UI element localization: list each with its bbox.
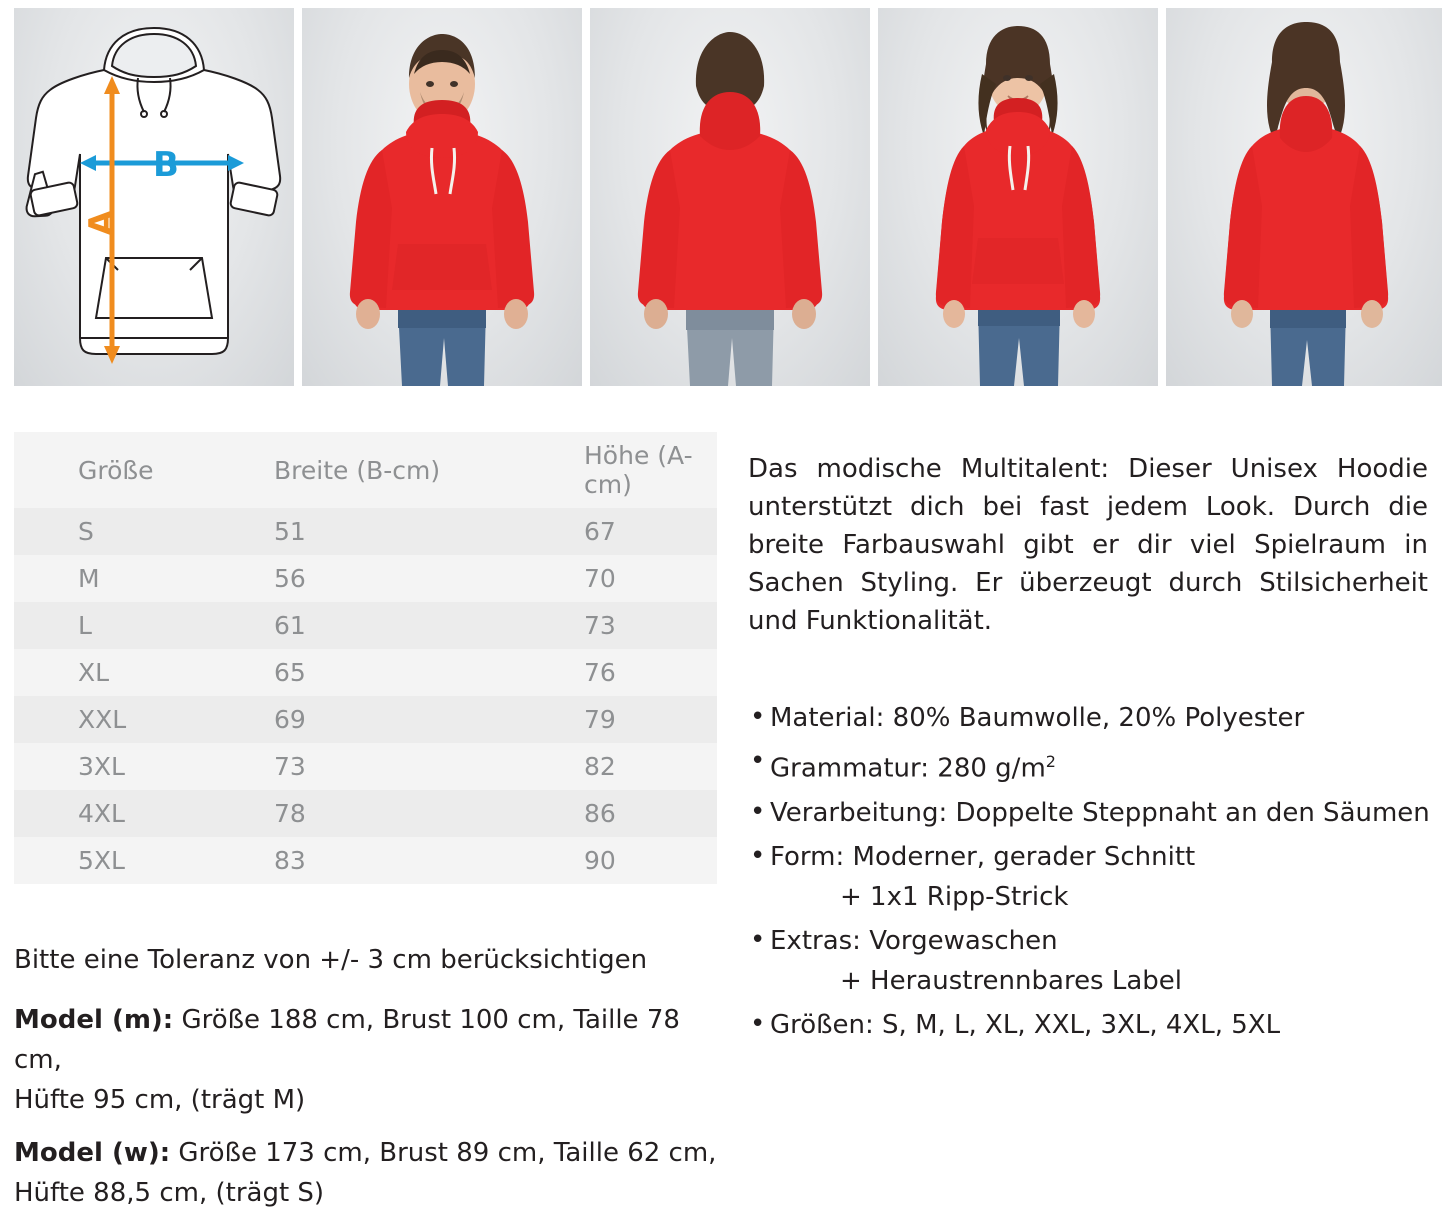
cell-width: 73 xyxy=(274,752,306,781)
cell-width: 69 xyxy=(274,705,306,734)
model-male-info xyxy=(14,1000,724,1120)
spec-form-sub: + 1x1 Ripp-Strick xyxy=(840,881,1069,912)
female-model-front xyxy=(878,8,1158,386)
spec-extras-sub: + Heraustrennbares Label xyxy=(840,965,1183,996)
column-header-width: Breite (B-cm) xyxy=(274,455,441,485)
table-row xyxy=(14,743,717,790)
cell-height: 70 xyxy=(584,564,616,593)
size-table-head xyxy=(14,432,717,508)
cell-width: 61 xyxy=(274,611,306,640)
model-female-label: Model (w): xyxy=(14,1138,171,1168)
column-header-height: Höhe (A-cm) xyxy=(584,441,693,499)
male-front-illustration xyxy=(302,8,582,386)
cell-size: XL xyxy=(78,658,110,687)
table-row xyxy=(14,649,717,696)
cell-size: 3XL xyxy=(78,752,125,781)
cell-width: 78 xyxy=(274,799,306,828)
model-female-info xyxy=(14,1133,724,1213)
female-front-illustration xyxy=(878,8,1158,386)
size-table xyxy=(14,432,717,884)
cell-height: 82 xyxy=(584,752,616,781)
female-model-back xyxy=(1166,8,1442,386)
table-row xyxy=(14,837,717,884)
table-header-row xyxy=(14,432,717,508)
cell-width: 56 xyxy=(274,564,306,593)
cell-height: 76 xyxy=(584,658,616,687)
table-row xyxy=(14,696,717,743)
cell-height: 86 xyxy=(584,799,616,828)
table-row xyxy=(14,555,717,602)
spec-construction-text: Verarbeitung: Doppelte Steppnaht an den Säumen xyxy=(770,797,1430,828)
column-header-size: Größe xyxy=(78,455,154,485)
model-male-text-2: Hüfte 95 cm, (trägt M) xyxy=(14,1085,306,1115)
product-image-strip xyxy=(14,8,1428,386)
cell-size: M xyxy=(78,564,100,593)
spec-sizes xyxy=(748,1005,1438,1045)
table-row xyxy=(14,508,717,555)
cell-height: 67 xyxy=(584,517,616,546)
model-male-text-1: Größe 188 cm, Brust 100 cm, Taille 78 cm, xyxy=(14,1005,680,1075)
spec-material-text: Material: 80% Baumwolle, 20% Polyester xyxy=(770,703,1305,733)
cell-size: 5XL xyxy=(78,846,125,875)
tolerance-note: Bitte eine Toleranz von +/- 3 cm berücksichtigen xyxy=(14,945,648,975)
product-spec-list xyxy=(748,698,1438,1049)
cell-width: 51 xyxy=(274,517,306,546)
hoodie-outline-svg xyxy=(14,8,294,386)
spec-material xyxy=(748,698,1438,738)
model-male-label: Model (m): xyxy=(14,1005,174,1035)
spec-sizes-text: Größen: S, M, L, XL, XXL, 3XL, 4XL, 5XL xyxy=(770,1009,1281,1040)
male-model-front xyxy=(302,8,582,386)
spec-weight-text: Grammatur: 280 g/m xyxy=(770,753,1046,784)
svg-text:A: A xyxy=(82,209,122,237)
cell-height: 79 xyxy=(584,705,616,734)
cell-width: 83 xyxy=(274,846,306,875)
spec-weight xyxy=(748,742,1438,789)
spec-form-text: Form: Moderner, gerader Schnitt xyxy=(770,841,1196,872)
product-description: Das modische Multitalent: Dieser Unisex Hoodie unterstützt dich bei fast jedem Look. Durch die breite Farbauswahl gibt er dir viel Spielraum in Sachen Styling. Er überzeugt durch Stilsicherheit und Funktionalität. xyxy=(748,454,1428,636)
cell-size: XXL xyxy=(78,705,127,734)
male-back-illustration xyxy=(590,8,870,386)
cell-size: L xyxy=(78,611,92,640)
table-row xyxy=(14,602,717,649)
size-table-body xyxy=(14,508,717,884)
model-female-text-1: Größe 173 cm, Brust 89 cm, Taille 62 cm, xyxy=(170,1138,717,1168)
schematic-hoodie-measurements xyxy=(14,8,294,386)
cell-height: 90 xyxy=(584,846,616,875)
model-female-text-2: Hüfte 88,5 cm, (trägt S) xyxy=(14,1178,325,1208)
spec-weight-exponent: 2 xyxy=(1045,752,1056,771)
table-row xyxy=(14,790,717,837)
cell-height: 73 xyxy=(584,611,616,640)
spec-construction xyxy=(748,793,1438,833)
male-model-back xyxy=(590,8,870,386)
spec-extras xyxy=(748,921,1438,1001)
spec-form xyxy=(748,837,1438,917)
spec-extras-text: Extras: Vorgewaschen xyxy=(770,925,1058,956)
cell-width: 65 xyxy=(274,658,306,687)
cell-size: S xyxy=(78,517,94,546)
svg-text:B: B xyxy=(153,145,179,185)
cell-size: 4XL xyxy=(78,799,125,828)
female-back-illustration xyxy=(1166,8,1442,386)
